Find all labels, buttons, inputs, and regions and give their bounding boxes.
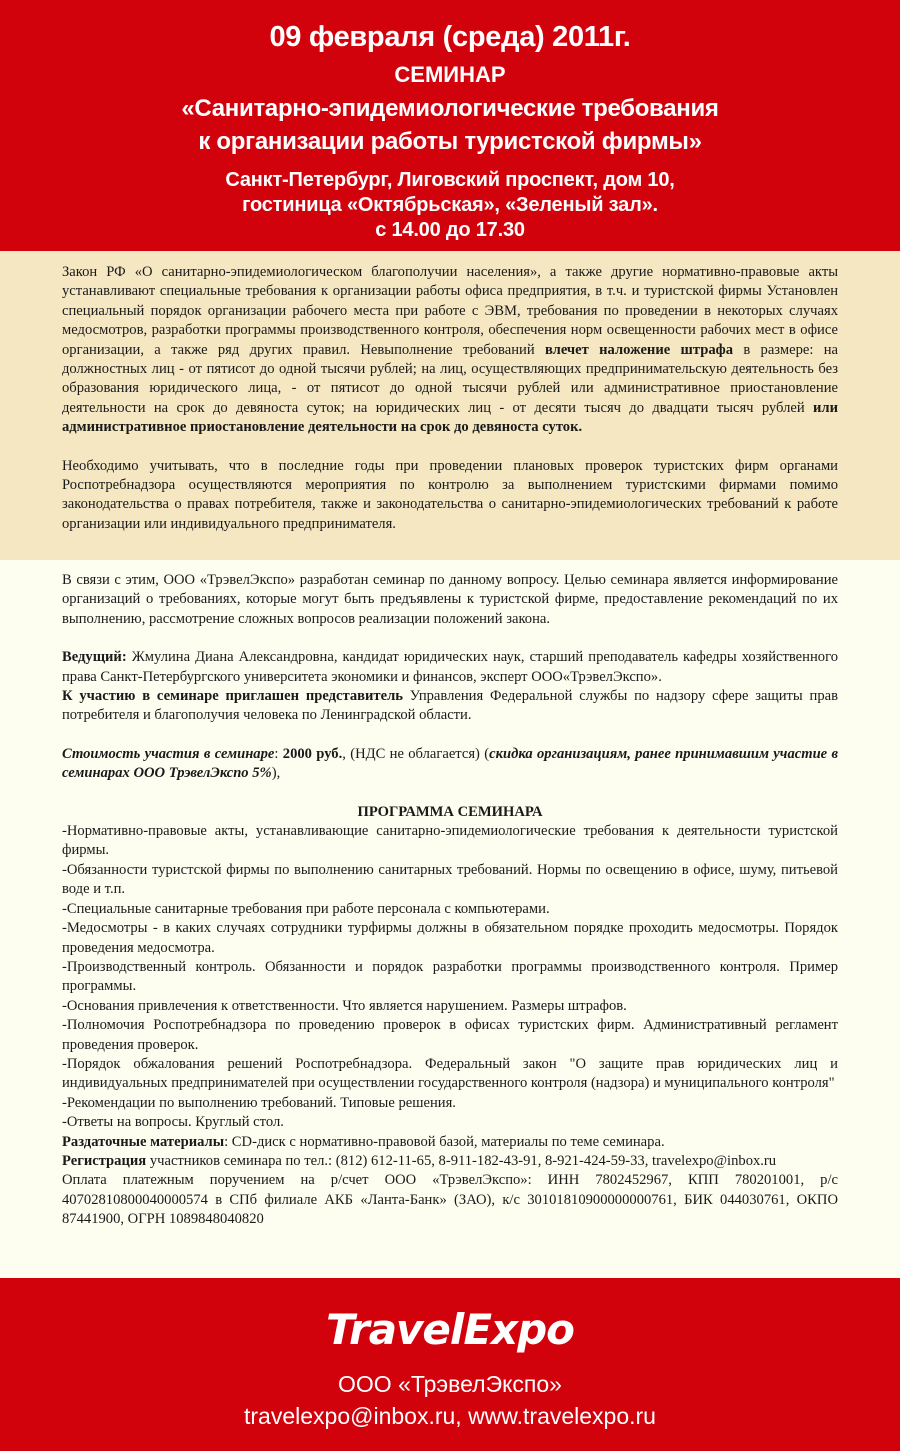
program-item: -Обязанности туристской фирмы по выполнению санитарных требований. Нормы по освещению в офисе, шуму, питьевой воде и т.п. [62, 861, 838, 898]
price-end: ), [271, 765, 281, 782]
event-kind: СЕМИНАР [394, 62, 506, 87]
program-item: -Ответы на вопросы. Круглый стол. [62, 1114, 284, 1131]
address-line-1: Санкт-Петербург, Лиговский проспект, дом 10, [225, 169, 675, 191]
guest-text: Управления Федеральной службы по надзору сфере защиты прав потребителя и благополучия человека по Ленинградской области. [62, 688, 838, 724]
program-title: ПРОГРАММА СЕМИНАРА [357, 803, 543, 820]
program-list [62, 822, 838, 1133]
intro-paragraph-1 [62, 263, 838, 438]
intro-paragraph-2: Необходимо учитывать, что в последние годы при проведении плановых проверок туристских фирм органами Роспотребнадзора осуществляются мероприятия по контролю за выполнением туристскими фирмами помимо законодательства о правах потребителя, также и законодательства о санитарно-эпидемиологических требований к работе организации или индивидуального предпринимателя. [62, 457, 838, 532]
program-item: -Основания привлечения к ответственности. Что является нарушением. Размеры штрафов. [62, 997, 627, 1014]
program-item: -Порядок обжалования решений Роспотребнадзора. Федеральный закон "О защите прав юридических лиц и индивидуальных предпринимателей при осуществлении государственного контроля (надзора) и муниципального контроля" [62, 1055, 838, 1092]
main-section [0, 560, 900, 1278]
registration-paragraph [62, 1152, 838, 1171]
payment-paragraph: Оплата платежным поручением на р/счет ООО «ТрэвелЭкспо»: ИНН 7802452967, КПП 780201001, р/с 40702810800040000574 в СПб филиале АКБ «Ланта-Банк» (ЗАО), к/с 30101810900000000761, БИК 044030761, ОКПО 87441900, ОГРН 1089848040820 [62, 1172, 838, 1228]
guest-label: К участию в семинаре приглашен представитель [62, 688, 403, 705]
program-item: -Специальные санитарные требования при работе персонала с компьютерами. [62, 900, 550, 917]
program-item: -Медосмотры - в каких случаях сотрудники турфирмы должны в обязательном порядке проходить медосмотры. Порядок проведения медосмотра. [62, 920, 838, 956]
suspension-emphasis: или административное приостановление деятельности на срок до девяноста суток. [62, 399, 838, 436]
price-label: Стоимость участия в семинаре [62, 745, 275, 762]
event-date: 09 февраля (среда) 2011г. [269, 21, 631, 53]
price-value: 2000 руб. [282, 745, 343, 762]
fine-emphasis: влечет наложение штрафа [544, 341, 734, 358]
host-text: Жмулина Диана Александровна, кандидат юридических наук, старший преподаватель кафедры хозяйственного права Санкт-Петербургского университета экономики и финансов, эксперт ООО«ТрэвелЭкспо». [62, 649, 838, 685]
intro-text [62, 263, 838, 534]
footer-banner [0, 1278, 900, 1451]
intro-text-part: в размере: на должностных лиц - от пятисот до одной тысячи рублей; на лиц, осуществляющих предпринимательскую деятельность без образования юридического лица, - от пятисот до одной тысячи рублей или административное приостановление деятельности на срок до девяноста суток; на юридических лиц - от десяти тысяч до двадцати тысяч рублей [62, 341, 838, 416]
price-vat: , (НДС не облагается) ( [342, 745, 490, 762]
purpose-paragraph: В связи с этим, ООО «ТрэвелЭкспо» разработан семинар по данному вопросу. Целью семинара является информирование организаций о требованиях, которые могут быть предъявлены к туристской фирме, предоставление рекомендаций по их выполнению, рассмотрение сложных вопросов реализации положений закона. [62, 572, 838, 627]
program-item: -Полномочия Роспотребнадзора по проведению проверок в офисах туристских фирм. Административный регламент проведения проверок. [62, 1017, 838, 1053]
handout-label: Раздаточные материалы [62, 1133, 225, 1150]
intro-section [0, 251, 900, 560]
handout-text: : CD-диск с нормативно-правовой базой, материалы по теме семинара. [224, 1133, 665, 1150]
company-contacts[interactable]: travelexpo@inbox.ru, www.travelexpo.ru [244, 1403, 656, 1429]
price-paragraph [62, 745, 838, 784]
handout-paragraph [62, 1133, 838, 1152]
travelexpo-logo: TravelExpo [325, 1305, 575, 1354]
seminar-title-line-2: к организации работы туристской фирмы» [198, 128, 702, 155]
address-line-2: гостиница «Октябрьская», «Зеленый зал». [242, 194, 658, 216]
guest-paragraph [62, 687, 838, 726]
seminar-title-line-1: «Санитарно-эпидемиологические требования [181, 95, 719, 122]
event-location [0, 168, 900, 243]
host-label: Ведущий: [62, 649, 127, 666]
event-time: с 14.00 до 17.30 [375, 219, 525, 241]
program-item: -Рекомендации по выполнению требований. Типовые решения. [62, 1094, 456, 1111]
program-item: -Нормативно-правовые акты, устанавливающие санитарно-эпидемиологические требования к деятельности туристской фирмы. [62, 823, 838, 859]
registration-label: Регистрация [62, 1152, 147, 1169]
price-colon: : [274, 745, 283, 762]
intro-text-part: Закон РФ «О санитарно-эпидемиологическом благополучии населения», а также другие нормативно-правовые акты устанавливают специальные требования к организации работы офиса предприятия, в т.ч. и туристской фирмы Установлен специальный порядок организации рабочего места при работе с ЭВМ, требования по проведении в некоторых случаях медосмотров, разработки программы производственного контроля, обеспечения норм освещенности рабочих мест в офисе организации, а также ряд других правил. Невыполнение требований [62, 264, 838, 358]
registration-text: участников семинара по тел.: (812) 612-11-65, 8-911-182-43-91, 8-921-424-59-33, travelexpo@inbox.ru [146, 1152, 777, 1169]
header-banner [0, 0, 900, 251]
company-name: ООО «ТрэвелЭкспо» [338, 1371, 562, 1397]
program-item: -Производственный контроль. Обязанности и порядок разработки программы производственного контроля. Пример программы. [62, 958, 838, 995]
price-discount: скидка организациям, ранее принимавшим участие в семинарах ООО ТрэвелЭкспо 5% [62, 745, 839, 782]
host-paragraph [62, 648, 838, 687]
main-text [62, 571, 838, 1230]
